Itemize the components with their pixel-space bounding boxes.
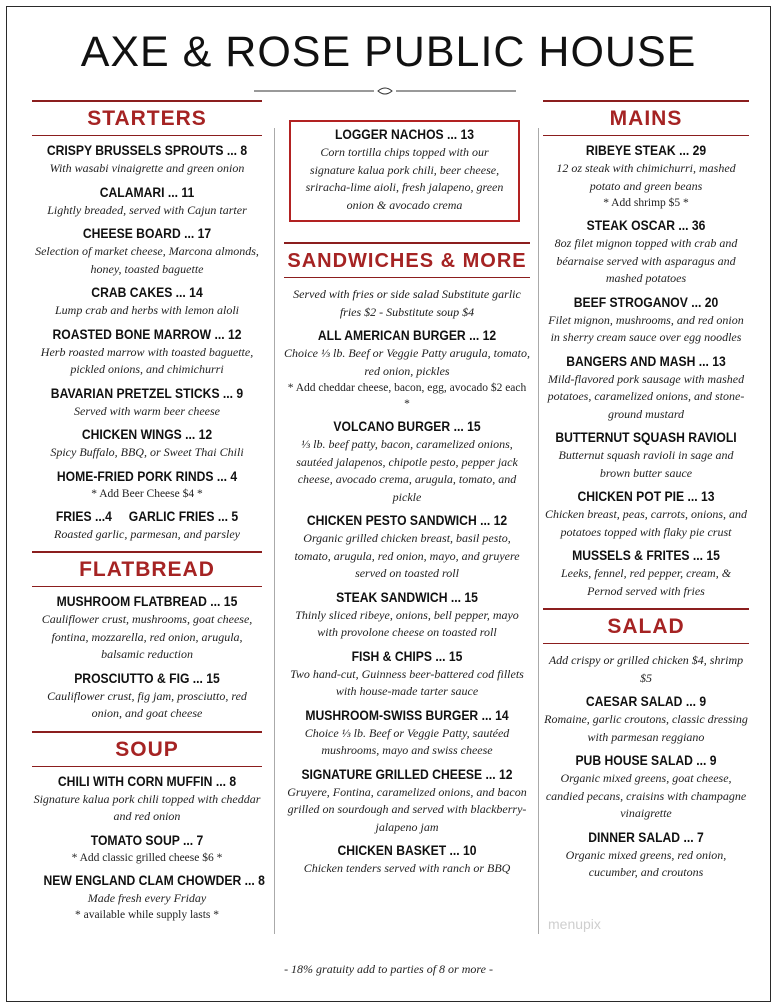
section-heading-mains: MAINS bbox=[543, 100, 749, 136]
menupix-watermark: menupix bbox=[548, 916, 601, 932]
menu-item: BAVARIAN PRETZEL STICKS ... 9 Served with warm beer cheese bbox=[50, 385, 244, 418]
menu-item: MUSHROOM-SWISS BURGER ... 14 Choice ⅓ lb. Beef or Veggie Patty, sautéed mushrooms, mayo and swiss cheese bbox=[304, 707, 510, 757]
soup-list bbox=[32, 773, 265, 924]
menu-item: CALAMARI ... 11 Lightly breaded, served with Cajun tarter bbox=[47, 184, 247, 217]
menu-item: CHICKEN POT PIE ... 13 Chicken breast, peas, carrots, onions, and potatoes topped with flaky pie crust bbox=[544, 489, 748, 539]
menu-item: RIBEYE STEAK ... 29 12 oz steak with chimichurri, mashed potato and green beans * Add shrimp $5 * bbox=[556, 143, 736, 209]
section-heading-starters: STARTERS bbox=[32, 100, 262, 136]
menu-item: STEAK OSCAR ... 36 8oz filet mignon topped with crab and béarnaise served with asparagus and mashed potatoes bbox=[554, 218, 738, 285]
gratuity-footer: - 18% gratuity add to parties of 8 or more - bbox=[284, 962, 493, 976]
sandwiches-intro: Served with fries or side salad Substitute garlic fries $2 - Substitute soup $4 bbox=[293, 287, 521, 319]
menu-item: BANGERS AND MASH ... 13 Mild-flavored pork sausage with mashed potatoes, caramelized onions, and stone-ground mustard bbox=[547, 353, 745, 421]
menu-item: STEAK SANDWICH ... 15 Thinly sliced ribeye, onions, bell pepper, mayo with provolone cheese on toasted roll bbox=[295, 589, 519, 639]
section-heading-salad: SALAD bbox=[543, 608, 749, 644]
menu-item: PROSCIUTTO & FIG ... 15 Cauliflower crust, fig jam, prosciutto, red onion, and goat cheese bbox=[47, 670, 247, 720]
menu-item: FISH & CHIPS ... 15 Two hand-cut, Guinness beer-battered cod fillets with house-made tarter sauce bbox=[290, 648, 524, 698]
menu-item: SIGNATURE GRILLED CHEESE ... 12 Gruyere, Fontina, caramelized onions, and bacon grilled on sourdough and served with blackberry-jalapeno jam bbox=[287, 766, 527, 834]
menu-item: CRISPY BRUSSELS SPROUTS ... 8 With wasabi vinaigrette and green onion bbox=[46, 143, 248, 175]
menu-item: PUB HOUSE SALAD ... 9 Organic mixed greens, goat cheese, candied pecans, craisins with champagne vinaigrette bbox=[545, 753, 747, 820]
title-ornament bbox=[254, 87, 516, 95]
section-heading-soup: SOUP bbox=[32, 731, 262, 767]
salad-intro: Add crispy or grilled chicken $4, shrimp $5 bbox=[548, 653, 744, 685]
menu-item: FRIES ...4 GARLIC FRIES ... 5 Roasted garlic, parmesan, and parsley bbox=[54, 508, 240, 541]
menu-item: DINNER SALAD ... 7 Organic mixed greens, red onion, cucumber, and croutons bbox=[565, 829, 727, 879]
featured-nachos-box: LOGGER NACHOS ... 13 Corn tortilla chips topped with our signature kalua pork chili, beer cheese, sriracha-lime aioli, fresh jalapeno, green onion & avocado crema bbox=[289, 120, 520, 222]
menu-item: MUSSELS & FRITES ... 15 Leeks, fennel, red pepper, cream, & Pernod served with fries bbox=[560, 548, 732, 598]
section-heading-sandwiches: SANDWICHES & MORE bbox=[284, 242, 530, 278]
left-column bbox=[32, 100, 265, 923]
flatbread-list bbox=[32, 593, 262, 723]
menu-item: NEW ENGLAND CLAM CHOWDER ... 8 Made fresh every Friday * available while supply lasts * bbox=[43, 872, 265, 921]
menu-item: CHICKEN BASKET ... 10 Chicken tenders served with ranch or BBQ bbox=[303, 843, 511, 875]
menu-item: BEEF STROGANOV ... 20 Filet mignon, mushrooms, and red onion in sherry cream sauce over egg noodles bbox=[548, 294, 744, 344]
menu-item: TOMATO SOUP ... 7 * Add classic grilled cheese $6 * bbox=[71, 832, 223, 864]
menu-item: CRAB CAKES ... 14 Lump crab and herbs with lemon aloli bbox=[54, 285, 239, 317]
right-column bbox=[543, 100, 749, 882]
menu-item: MUSHROOM FLATBREAD ... 15 Cauliflower crust, mushrooms, goat cheese, fontina, mozzarella, red onion, arugula, balsamic reduction bbox=[41, 594, 253, 661]
menu-item: VOLCANO BURGER ... 15 ⅓ lb. beef patty, bacon, caramelized onions, sautéed jalapenos, chipotle pesto, pepper jack cheese, avocado crema, arugula, tomato, and pickle bbox=[296, 419, 518, 504]
menu-item: HOME-FRIED PORK RINDS ... 4 * Add Beer Cheese $4 * bbox=[56, 468, 238, 500]
menu-item: CHILI WITH CORN MUFFIN ... 8 Signature kalua pork chili topped with cheddar and red onion bbox=[33, 773, 261, 823]
menu-item: CHICKEN WINGS ... 12 Spicy Buffalo, BBQ, or Sweet Thai Chili bbox=[50, 427, 244, 459]
sandwiches-list bbox=[284, 327, 530, 878]
menu-item: CHEESE BOARD ... 17 Selection of market cheese, Marcona almonds, honey, toasted baguette bbox=[35, 226, 259, 276]
mains-list bbox=[543, 142, 749, 600]
menu-item: ROASTED BONE MARROW ... 12 Herb roasted marrow with toasted baguette, pickled onions, and chimichurri bbox=[40, 326, 254, 376]
section-heading-flatbread: FLATBREAD bbox=[32, 551, 262, 587]
menu-item: CAESAR SALAD ... 9 Romaine, garlic croutons, classic dressing with parmesan reggiano bbox=[544, 694, 748, 744]
salad-list bbox=[543, 693, 749, 882]
column-divider-right bbox=[538, 128, 539, 934]
menu-item: ALL AMERICAN BURGER ... 12 Choice ⅓ lb. Beef or Veggie Patty arugula, tomato, red onion, pickles * Add cheddar cheese, bacon, egg, avocado $2 each * bbox=[284, 328, 530, 410]
column-divider-left bbox=[274, 128, 275, 934]
restaurant-title: AXE & ROSE PUBLIC HOUSE bbox=[80, 28, 697, 76]
menu-item: CHICKEN PESTO SANDWICH ... 12 Organic grilled chicken breast, basil pesto, tomato, arugula, red onion, mayo, and gruyere served on toasted roll bbox=[294, 513, 520, 580]
menu-item: BUTTERNUT SQUASH RAVIOLI Butternut squash ravioli in sage and brown butter sauce bbox=[555, 430, 737, 480]
starters-list bbox=[32, 142, 262, 543]
middle-column bbox=[284, 100, 530, 878]
